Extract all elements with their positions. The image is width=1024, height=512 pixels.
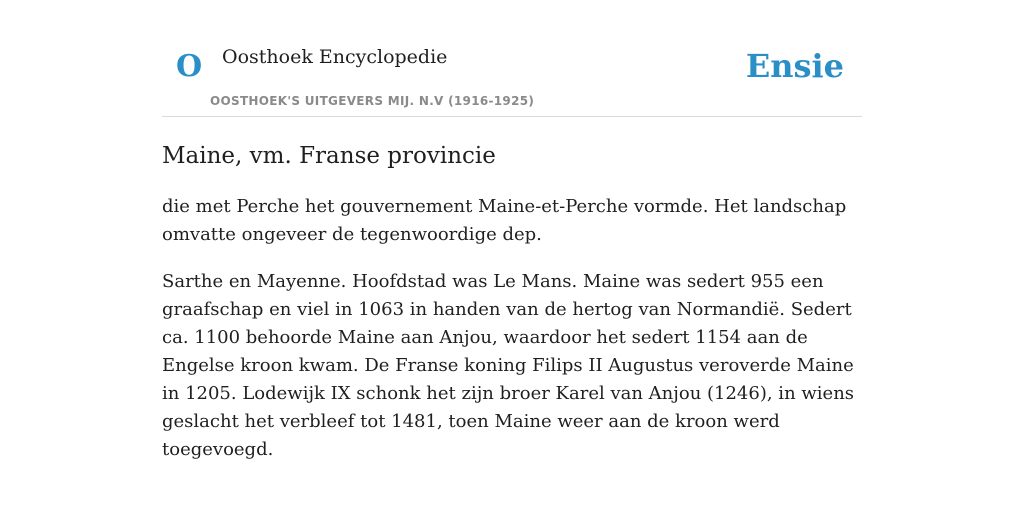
source-title-link[interactable]: Oosthoek Encyclopedie <box>222 46 448 68</box>
article-paragraph: Sarthe en Mayenne. Hoofdstad was Le Mans. Maine was sedert 955 een graafschap en viel in 1063 in handen van de hertog van Normandië. Sedert ca. 1100 behoorde Maine aan Anjou, waardoor het sedert 1154 aan de Engelse kroon kwam. De Franse koning Filips II Augustus veroverde Maine in 1205. Lodewijk IX schonk het zijn broer Karel van Anjou (1246), in wiens geslacht het verbleef tot 1481, toen Maine weer aan de kroon werd toegevoegd. <box>162 270 855 460</box>
publisher-label: OOSTHOEK'S UITGEVERS MIJ. N.V (1916-1925) <box>210 94 535 108</box>
ensie-logo-link[interactable]: Ensie <box>745 47 844 85</box>
page-container <box>162 0 862 464</box>
source-header <box>162 0 862 117</box>
entry-title: Maine, vm. Franse provincie <box>162 143 496 169</box>
article-paragraph: die met Perche het gouvernement Maine-et-Perche vormde. Het landschap omvatte ongeveer de tegenwoordige dep. <box>162 195 847 245</box>
source-logo[interactable]: O <box>176 49 203 84</box>
